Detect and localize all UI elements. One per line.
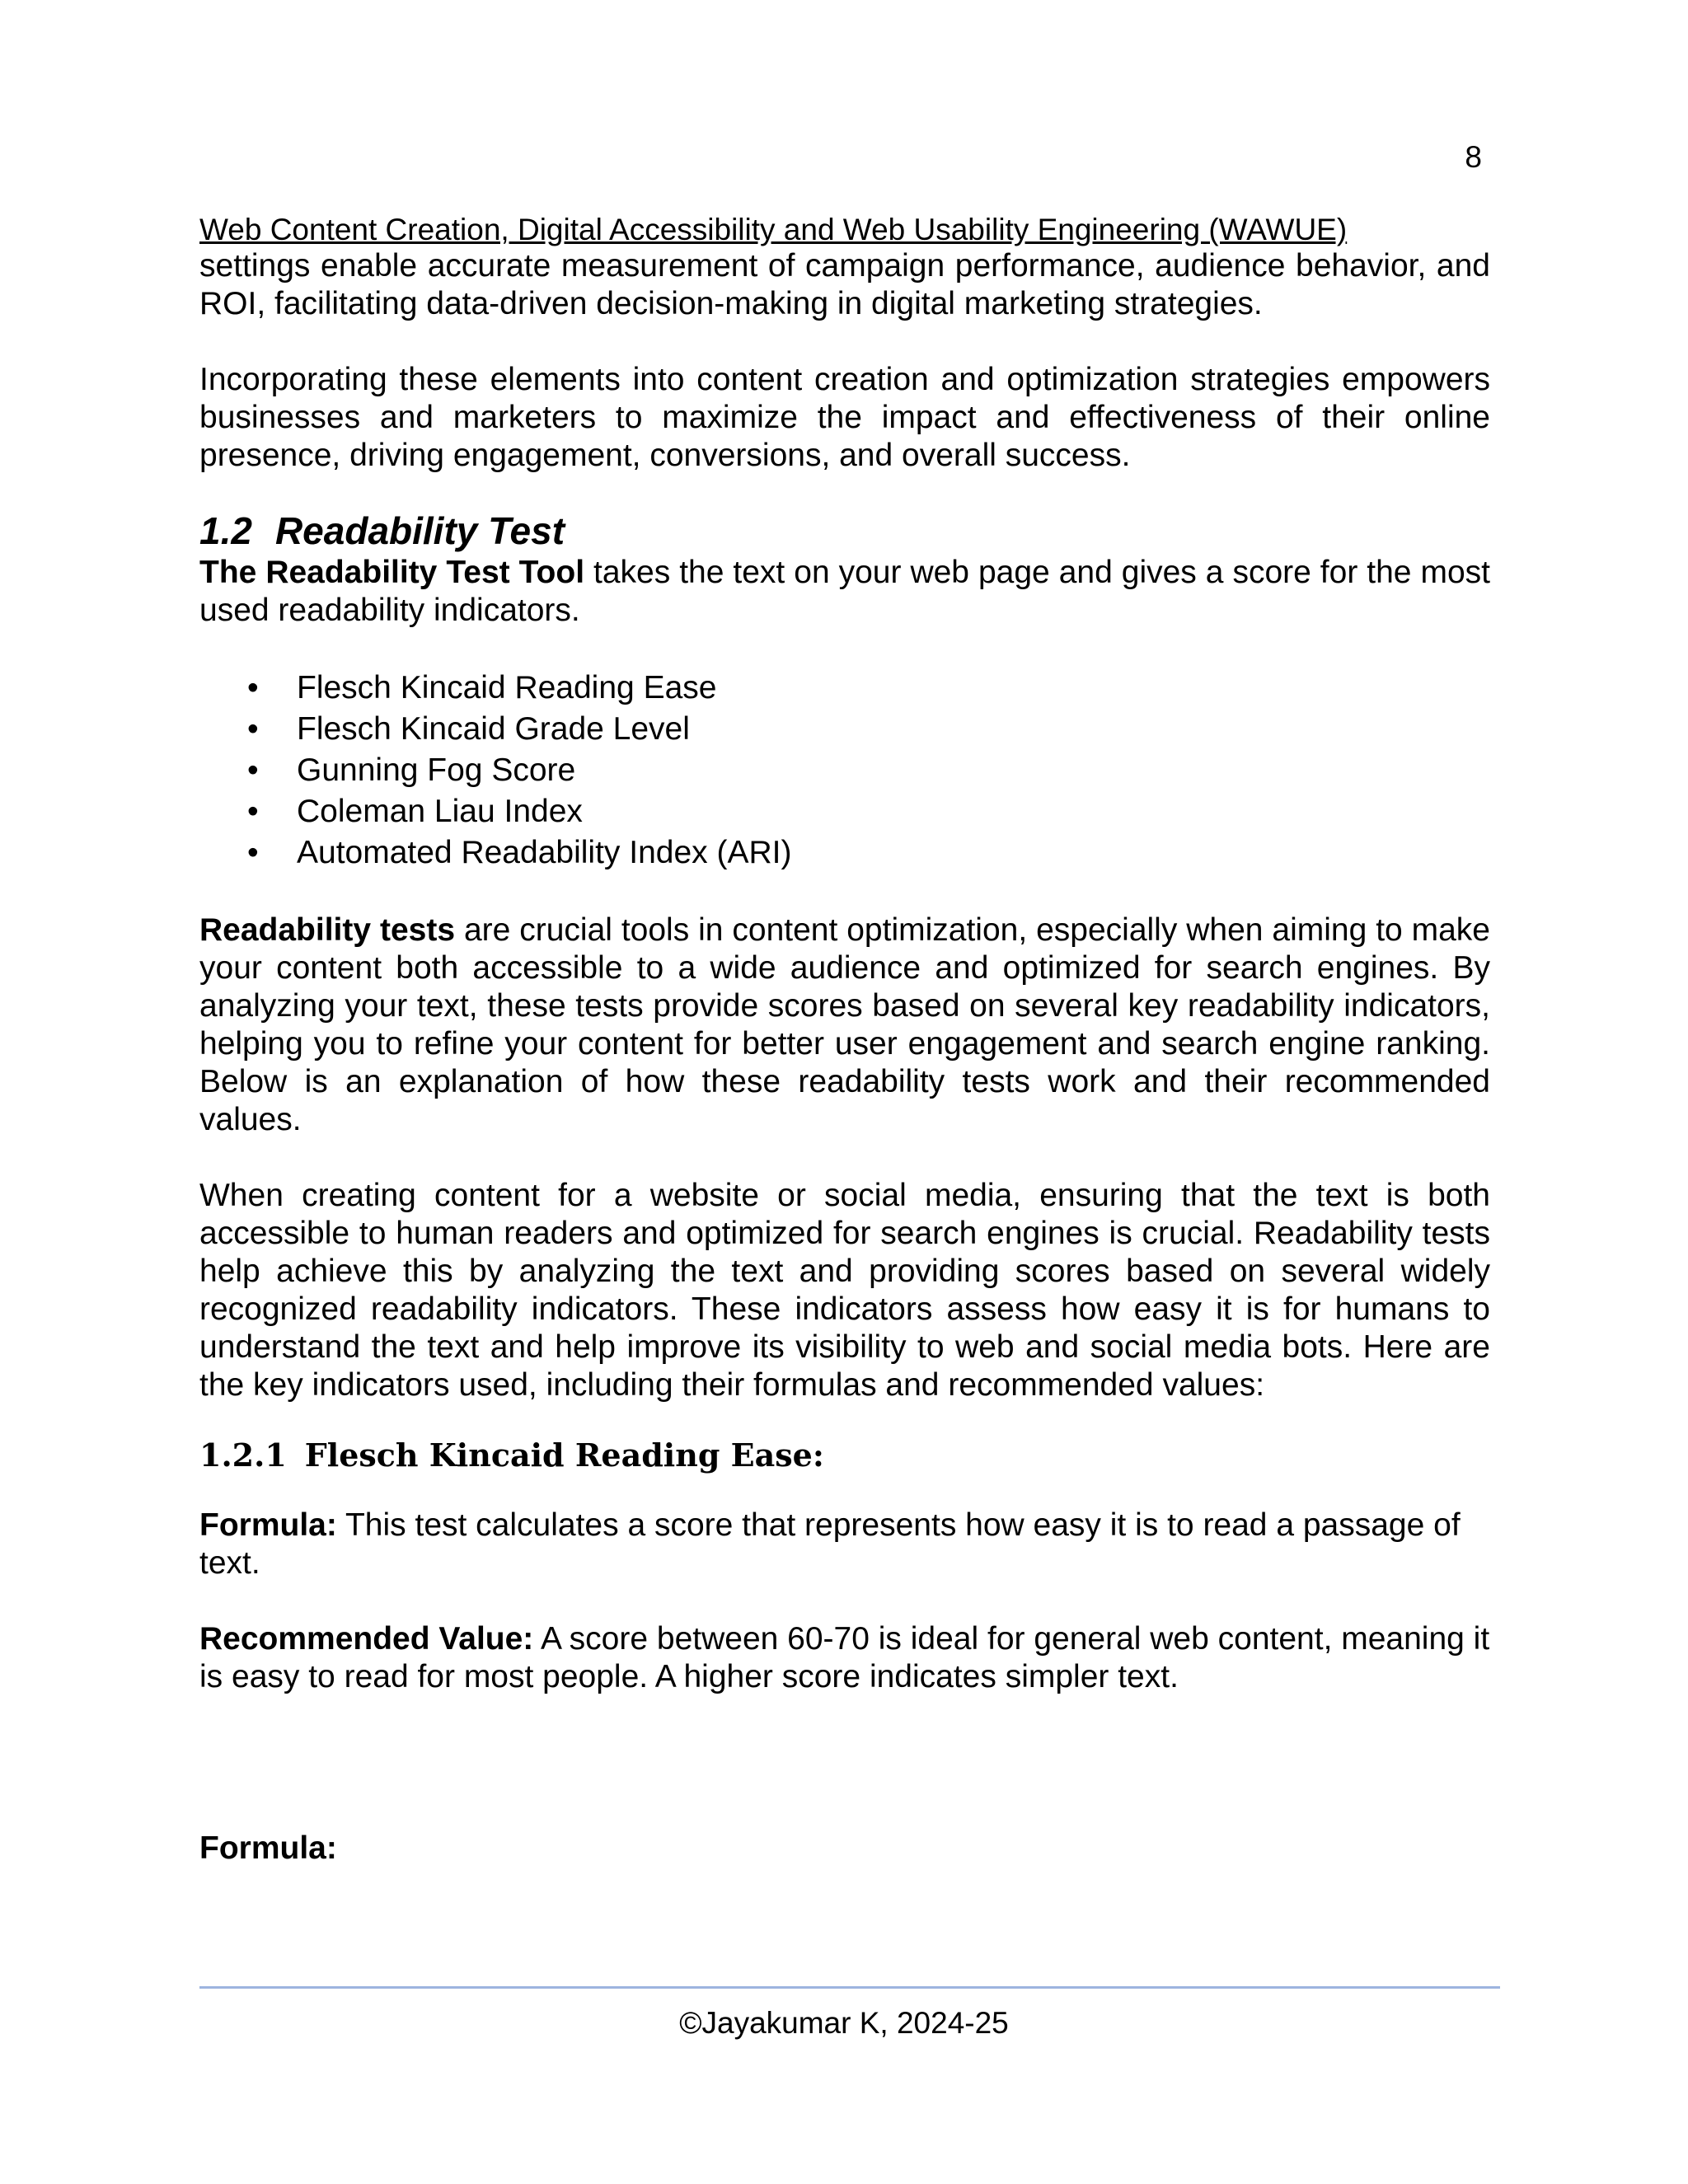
bullet-icon: • bbox=[247, 835, 259, 870]
tool-intro-bold: The Readability Test Tool bbox=[199, 555, 585, 590]
list-item-label: Automated Readability Index (ARI) bbox=[297, 835, 792, 870]
bullet-icon: • bbox=[247, 670, 259, 705]
subsection-title: Flesch Kincaid Reading Ease: bbox=[304, 1436, 824, 1474]
list-item bbox=[199, 832, 1490, 874]
bullet-icon: • bbox=[247, 752, 259, 788]
document-body bbox=[199, 213, 1490, 1696]
page-number: 8 bbox=[1465, 140, 1482, 174]
recommended-label: Recommended Value: bbox=[199, 1621, 534, 1657]
list-item-label: Coleman Liau Index bbox=[297, 794, 583, 829]
bullet-icon: • bbox=[247, 711, 259, 747]
list-item-label: Gunning Fog Score bbox=[297, 752, 576, 788]
paragraph-formula bbox=[199, 1507, 1490, 1582]
list-item-label: Flesch Kincaid Reading Ease bbox=[297, 670, 717, 705]
paragraph-incorporating-elements: Incorporating these elements into content creation and optimization strategies empowers businesses and marketers to maximize the impact and effectiveness of their online presence, driving engagement, conversions, and overall success. bbox=[199, 362, 1490, 473]
paragraph-analytics-settings: settings enable accurate measurement of campaign performance, audience behavior, and ROI, facilitating data-driven decision-making in digital marketing strategies. bbox=[199, 248, 1490, 321]
formula-label: Formula: bbox=[199, 1507, 337, 1543]
formula-text: This test calculates a score that represents how easy it is to read a passage of text. bbox=[199, 1507, 1461, 1581]
tool-intro-text: takes the text on your web page and gives a score for the most used readability indicators. bbox=[199, 555, 1490, 628]
readability-tests-text: are crucial tools in content optimization, especially when aiming to make your content both accessible to a wide audience and optimized for search engines. By analyzing your text, these tests provide scores based on several key readability indicators, helping you to refine your content for better user engagement and search engine ranking. Below is an explanation of how these readability tests work and their recommended values. bbox=[199, 912, 1490, 1137]
running-header: Web Content Creation, Digital Accessibility and Web Usability Engineering (WAWUE) bbox=[199, 213, 1348, 246]
paragraph-readability-tests bbox=[199, 912, 1490, 1139]
recommended-text: A score between 60-70 is ideal for general web content, meaning it is easy to read for most people. A higher score indicates simpler text. bbox=[199, 1621, 1490, 1694]
paragraph-creating-content: When creating content for a website or social media, ensuring that the text is both accessible to human readers and optimized for search engines is crucial. Readability tests help achieve this by analyzing the text and providing scores based on several widely recognized readability indicators. These indicators assess how easy it is for humans to understand the text and help improve its visibility to web and social media bots. Here are the key indicators used, including their formulas and recommended values: bbox=[199, 1178, 1490, 1403]
paragraph-tool-intro bbox=[199, 554, 1490, 630]
list-item bbox=[199, 709, 1490, 750]
bullet-icon: • bbox=[247, 794, 259, 829]
subsection-heading bbox=[199, 1432, 1490, 1479]
section-heading bbox=[199, 508, 1490, 554]
indicator-list bbox=[199, 668, 1490, 874]
formula-label-second: Formula: bbox=[199, 1830, 337, 1866]
readability-tests-bold: Readability tests bbox=[199, 912, 456, 948]
list-item bbox=[199, 668, 1490, 709]
list-item bbox=[199, 750, 1490, 791]
section-title: Readability Test bbox=[274, 509, 565, 552]
list-item-label: Flesch Kincaid Grade Level bbox=[297, 711, 690, 747]
list-item bbox=[199, 791, 1490, 832]
footer-copyright: ©Jayakumar K, 2024-25 bbox=[679, 2006, 1009, 2040]
section-number: 1.2 bbox=[199, 509, 252, 552]
footer-divider bbox=[199, 1986, 1500, 1989]
subsection-number: 1.2.1 bbox=[199, 1436, 287, 1474]
paragraph-recommended-value bbox=[199, 1620, 1490, 1696]
